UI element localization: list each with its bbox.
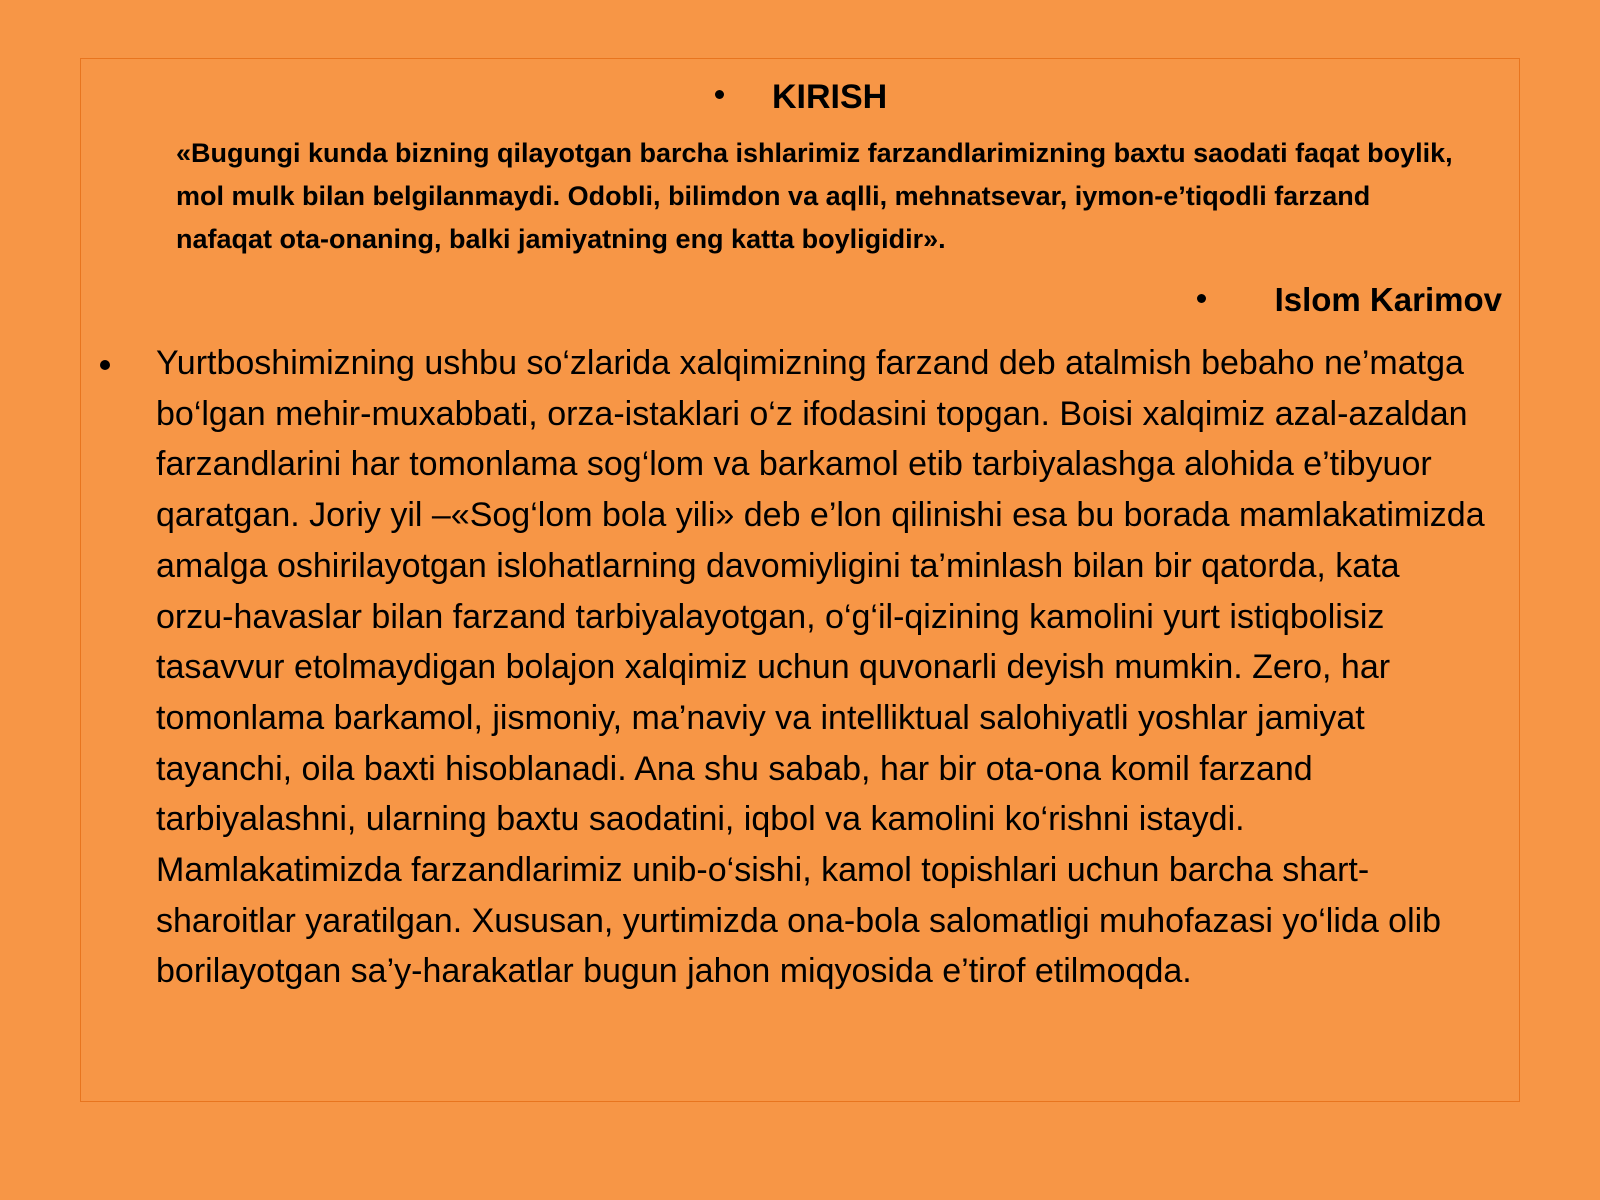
epigraph-quote: «Bugungi kunda bizning qilayotgan barcha ishlarimiz farzandlarimizning baxtu saodati faqat boylik, mol mulk bilan belgilanmaydi. Odobli, bilimdon va aqlli, mehnatsevar, iymon-e’tiqodli farzand nafaqat ota-onaning, balki jamiyatning eng katta boyligidir». (176, 138, 1453, 254)
slide-heading: KIRISH (772, 78, 888, 116)
heading-item (0, 76, 1600, 118)
bullet-icon (1197, 294, 1206, 303)
body-paragraph: Yurtboshimizning ushbu so‘zlarida xalqimizning farzand deb atalmish bebaho ne’matga bo‘lgan mehir-muxabbati, orza-istaklari o‘z ifodasini topgan. Boisi xalqimiz azal-azaldan farzandlarini har tomonlama sog‘lom va barkamol etib tarbiyalashga alohida e’tibyuor qaratgan. Joriy yil –«Sog‘lom bola yili» deb e’lon qilinishi esa bu borada mamlakatimizda amalga oshirilayotgan islohatlarning davomiyligini ta’minlash bilan bir qatorda, kata orzu-havaslar bilan farzand tarbiyalayotgan, o‘g‘il-qizining kamolini yurt istiqbolisiz tasavvur etolmaydigan bolajon xalqimiz uchun quvonarli deyish mumkin. Zero, har tomonlama barkamol, jismoniy, ma’naviy va intelliktual salohiyatli yoshlar jamiyat tayanchi, oila baxti hisoblanadi. Ana shu sabab, har bir ota-ona komil farzand tarbiyalashni, ularning baxtu saodatini, iqbol va kamolini ko‘rishni istaydi. Mamlakatimizda farzandlarimiz unib-o‘sishi, kamol topishlari uchun barcha shart-sharoitlar yaratilgan. Xususan, yurtimizda ona-bola salomatligi muhofazasi yo‘lida olib borilayotgan sa’y-harakatlar bugun jahon miqyosida e’tirof etilmoqda. (156, 344, 1485, 991)
bullet-icon (100, 360, 110, 370)
bullet-icon (715, 90, 724, 99)
quote-author: Islom Karimov (1274, 281, 1502, 318)
quote-author-item (0, 278, 1600, 322)
